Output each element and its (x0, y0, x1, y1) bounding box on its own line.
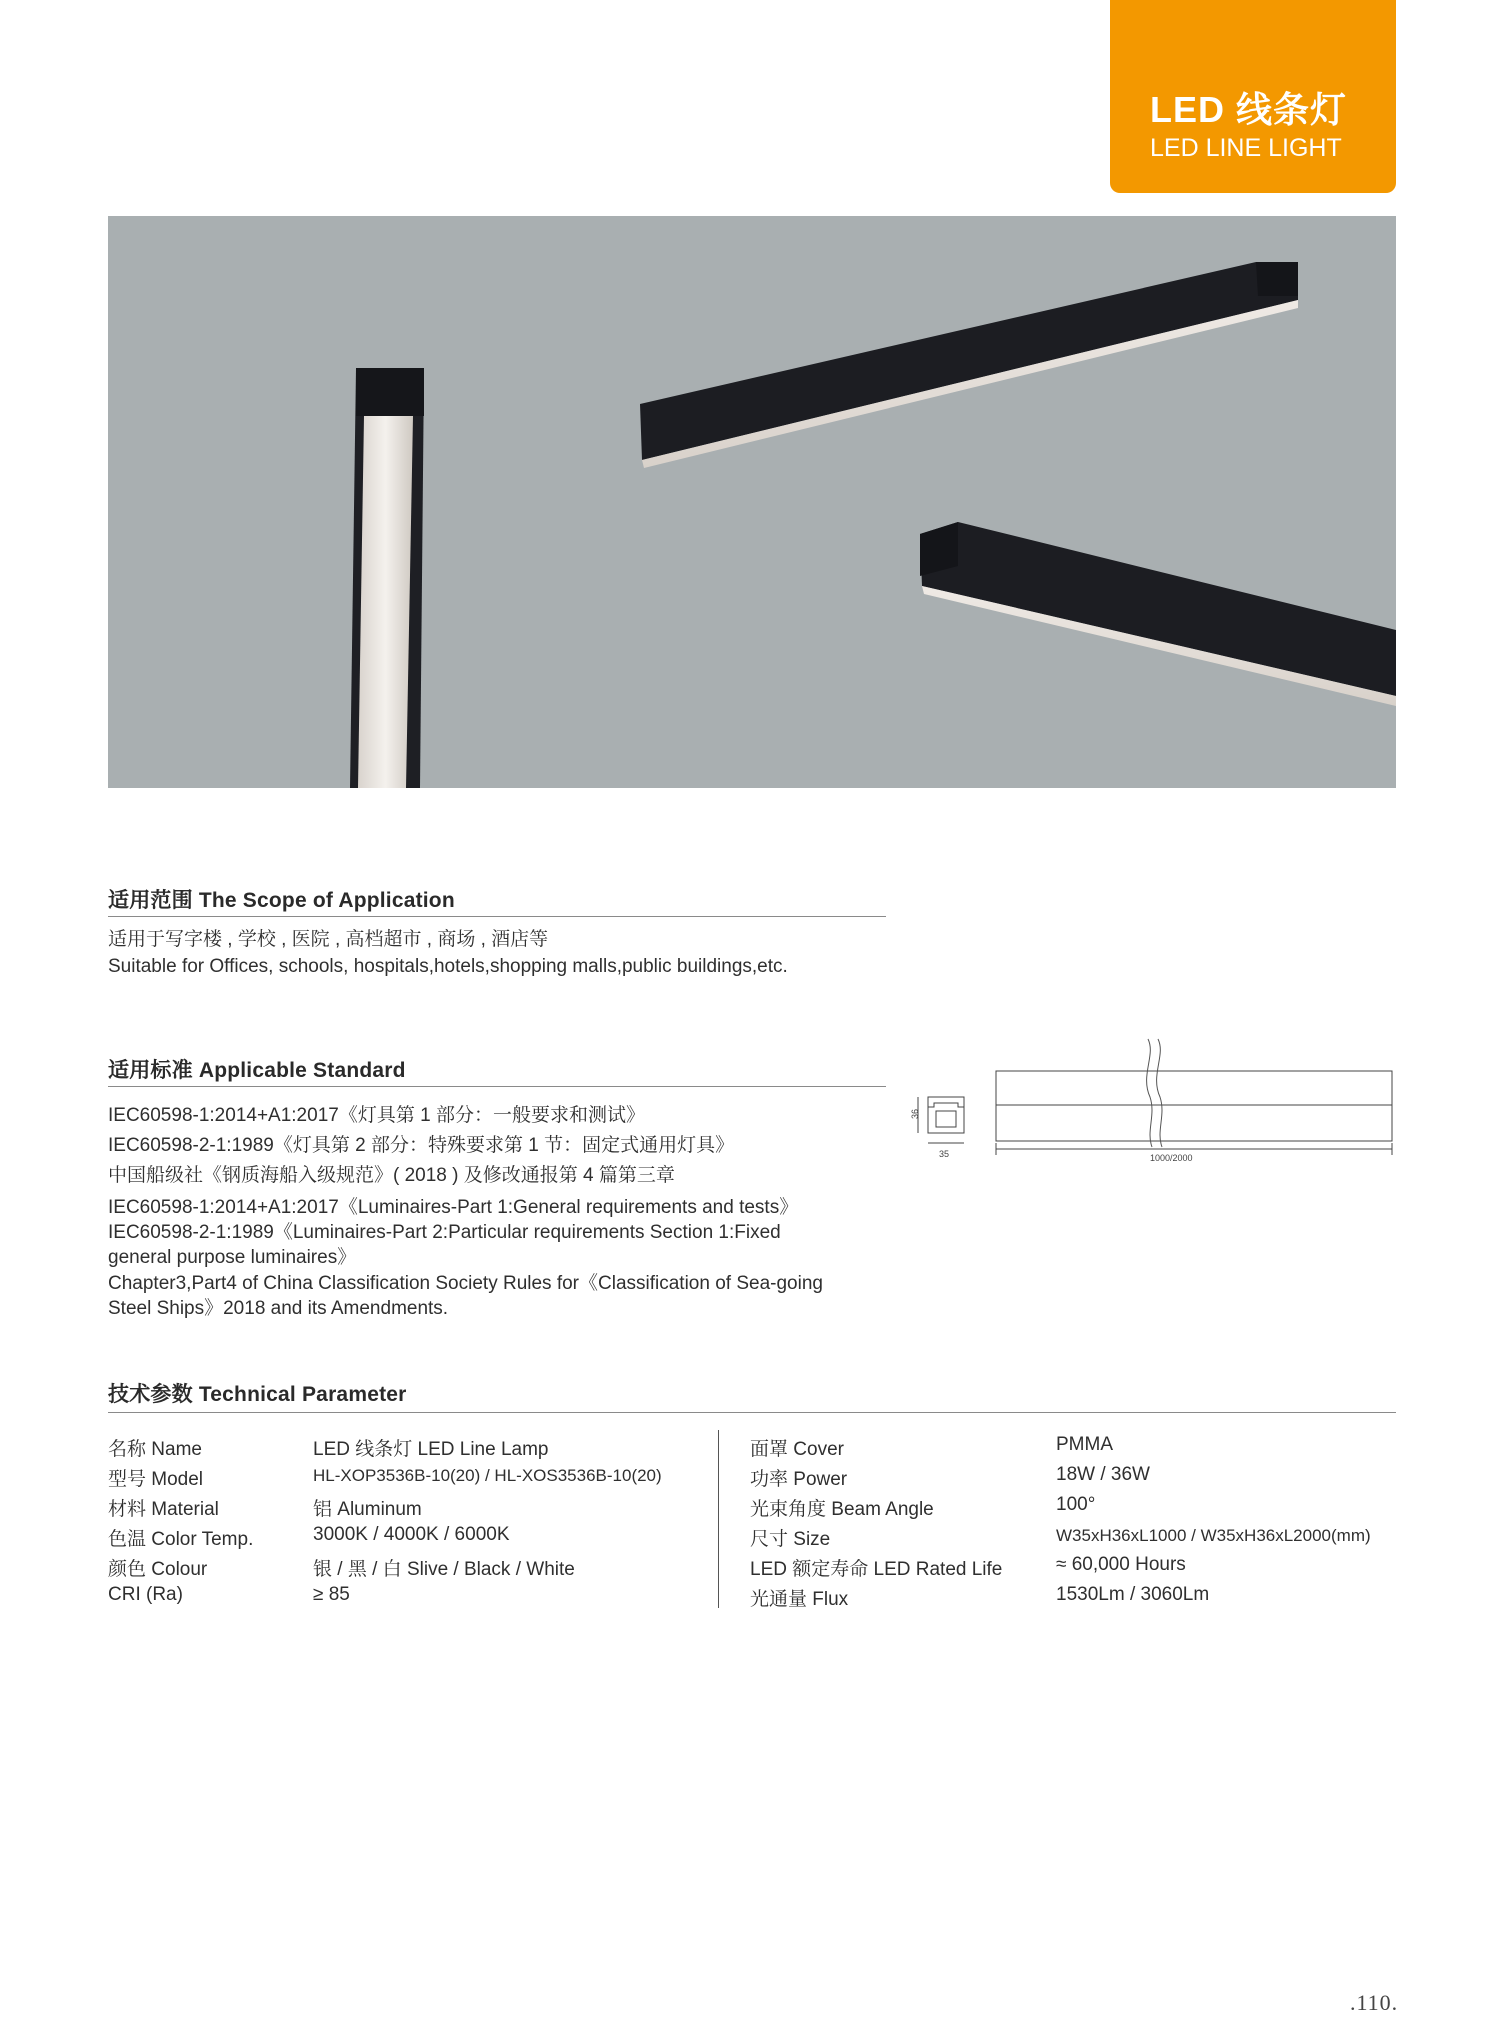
standard-line: general purpose luminaires》 (108, 1247, 357, 1268)
height-label: 36 (910, 1108, 920, 1119)
scope-title: 适用范围 The Scope of Application (108, 889, 455, 912)
dimension-drawing (900, 1035, 1400, 1175)
param-value: ≥ 85 (313, 1584, 350, 1605)
standard-line: 中国船级社《钢质海船入级规范》( 2018 ) 及修改通报第 4 篇第三章 (108, 1165, 675, 1186)
param-key: 光束角度 Beam Angle (750, 1499, 934, 1520)
param-key: LED 额定寿命 LED Rated Life (750, 1559, 1003, 1580)
technical-title: 技术参数 Technical Parameter (108, 1383, 407, 1406)
scope-divider (108, 916, 886, 917)
standard-line: IEC60598-1:2014+A1:2017《Luminaires-Part 1:General requirements and tests》 (108, 1197, 799, 1218)
param-value: 100° (1056, 1494, 1096, 1515)
param-key: 型号 Model (108, 1469, 204, 1490)
page-number: .110. (1350, 1990, 1399, 2015)
width-label: 35 (939, 1149, 950, 1159)
param-key: 光通量 Flux (750, 1589, 849, 1610)
scope-line-cn: 适用于写字楼 , 学校 , 医院 , 高档超市 , 商场 , 酒店等 (108, 929, 549, 950)
param-value: 18W / 36W (1056, 1464, 1150, 1485)
line-lights-illustration (108, 216, 1396, 788)
standard-title: 适用标准 Applicable Standard (108, 1059, 406, 1082)
page-title-cn: LED 线条灯 (1150, 89, 1348, 130)
param-key: 色温 Color Temp. (108, 1529, 254, 1550)
param-key: 材料 Material (108, 1499, 219, 1520)
scope-line-en: Suitable for Offices, schools, hospitals,hotels,shopping malls,public buildings,etc. (108, 956, 788, 977)
param-value: 3000K / 4000K / 6000K (313, 1524, 510, 1545)
length-label: 1000/2000 (1150, 1153, 1193, 1163)
header-tab (1110, 0, 1396, 193)
param-key: 名称 Name (108, 1439, 202, 1460)
column-divider (718, 1430, 719, 1608)
technical-divider (108, 1412, 1396, 1413)
side-view (996, 1039, 1392, 1155)
param-value: W35xH36xL1000 / W35xH36xL2000(mm) (1056, 1526, 1371, 1545)
param-value: 1530Lm / 3060Lm (1056, 1584, 1210, 1605)
vertical-light (350, 368, 424, 788)
param-value: PMMA (1056, 1434, 1113, 1455)
lower-horizontal-light (920, 522, 1396, 706)
param-value: HL-XOP3536B-10(20) / HL-XOS3536B-10(20) (313, 1466, 662, 1485)
param-value: ≈ 60,000 Hours (1056, 1554, 1186, 1575)
param-value: 银 / 黑 / 白 Slive / Black / White (313, 1559, 575, 1580)
page-title-en: LED LINE LIGHT (1150, 134, 1342, 162)
param-value: 铝 Aluminum (313, 1499, 422, 1520)
standard-line: IEC60598-2-1:1989《Luminaires-Part 2:Particular requirements Section 1:Fixed (108, 1222, 781, 1243)
param-key: CRI (Ra) (108, 1584, 183, 1605)
param-key: 颜色 Colour (108, 1559, 208, 1580)
param-value: LED 线条灯 LED Line Lamp (313, 1439, 549, 1460)
param-key: 功率 Power (750, 1469, 848, 1490)
cross-section-profile (918, 1097, 964, 1143)
standard-line: Steel Ships》2018 and its Amendments. (108, 1298, 449, 1319)
upper-horizontal-light (640, 262, 1298, 468)
standard-line: Chapter3,Part4 of China Classification Society Rules for《Classification of Sea-going (108, 1273, 823, 1294)
param-key: 尺寸 Size (750, 1529, 831, 1550)
param-key: 面罩 Cover (750, 1439, 844, 1460)
profile-and-length-diagram (900, 1035, 1400, 1175)
product-photo (108, 216, 1396, 788)
technical-parameter-table (108, 1430, 1396, 1610)
standard-line: IEC60598-1:2014+A1:2017《灯具第 1 部分：一般要求和测试》 (108, 1105, 645, 1126)
standard-divider (108, 1086, 886, 1087)
standard-line: IEC60598-2-1:1989《灯具第 2 部分：特殊要求第 1 节：固定式通用灯具》 (108, 1135, 735, 1156)
